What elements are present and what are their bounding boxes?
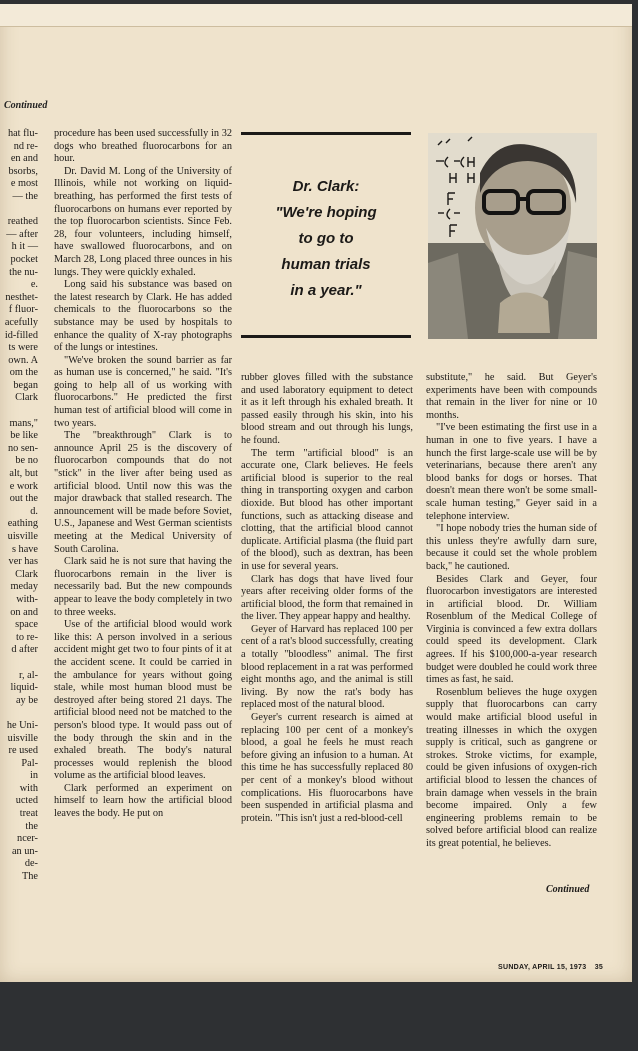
sliver-line: alt, but: [9, 468, 38, 480]
paragraph: "I've been estimating the first use in a human in one to five years. I have a hunch the first large-scale use will be by veterinarians, because there aren't any blood banks for dogs or horses. That doesn't mean there won't be some small-scale human testing," Geyer said in a telephone interview.: [426, 422, 597, 522]
pull-quote-line: in a year.": [290, 282, 362, 299]
sliver-line: to re-: [15, 631, 38, 643]
paragraph: procedure has been used successfully in 32 dogs who breathed fluorocarbons for an hour.: [54, 128, 232, 165]
sliver-line: nesthet-: [5, 291, 38, 303]
paragraph: The term "artificial blood" is an accurate one, Clark believes. He feels artificial blood is superior to the real thing in transporting oxygen and carbon dioxide. But blood has other important functions, such as attacking disease and clotting, that the artificial blood cannot duplicate. Artificial plasma (the fluid part of the blood), such as dextran, has been in use for several years.: [241, 447, 413, 572]
sliver-line: ncer-: [17, 833, 38, 845]
sliver-line: mans,": [9, 417, 38, 429]
previous-page-sliver: [0, 128, 38, 883]
sliver-line: [0, 204, 38, 217]
sliver-line: uisville: [7, 531, 38, 542]
sliver-line: f fluor-: [8, 304, 38, 316]
sliver-line: with-: [16, 593, 38, 605]
pull-quote: [241, 132, 411, 338]
pull-quote-line: Dr. Clark:: [292, 178, 360, 195]
sliver-line: liquid-: [10, 682, 38, 694]
sliver-line: the: [25, 820, 38, 832]
sliver-line: on and: [10, 606, 38, 618]
sliver-line: d.: [30, 505, 38, 517]
sliver-line: s have: [11, 543, 38, 555]
paragraph: Clark performed an experiment on himself to learn how the artificial blood leaves the body. He put on: [54, 782, 232, 820]
portrait-illustration: [428, 133, 597, 339]
paragraph: Rosenblum believes the huge oxygen supply that fluorocarbons can carry would make artificial blood useful in treating illnesses in which the oxygen supply is critical, such as gangrene or strokes. Stroke victims, for example, could be given infusions of oxygen-rich artificial blood to lessen the chances of brain damage when vessels in the brain become impaired. Only a few engineering problems remain to be solved before artificial blood can realize its great potential, he believes.: [426, 686, 597, 849]
sliver-line: en and: [10, 153, 38, 165]
pull-quote-bottom-rule: [241, 335, 411, 338]
sliver-line: The: [21, 871, 38, 883]
paragraph: Clark has dogs that have lived four years after receiving older forms of the artificial blood, the form that remained in the liver. They appear happy and healthy.: [241, 573, 413, 623]
pull-quote-line: to go to: [298, 230, 354, 247]
sliver-line: acefully: [4, 316, 38, 328]
sliver-line: r, al-: [18, 669, 38, 681]
pull-quote-top-rule: [241, 132, 411, 135]
paragraph: substitute," he said. But Geyer's experiments have been with compounds that remain in the liver for nine or 10 months.: [426, 372, 597, 421]
pull-quote-line: "We're hoping: [275, 204, 377, 221]
sliver-line: meday: [10, 581, 38, 593]
sliver-line: Pal-: [21, 757, 38, 769]
sliver-line: he Uni-: [6, 719, 38, 731]
sliver-line: the nu-: [9, 266, 38, 278]
sliver-line: ay be: [15, 694, 38, 706]
sliver-line: Clark: [15, 568, 38, 580]
sliver-line: h it —: [11, 241, 38, 253]
article-column-3: [426, 372, 597, 851]
sliver-line: nd re-: [13, 140, 38, 152]
paragraph: Clark said he is not sure that having the fluorocarbons remain in the liver is necessarily bad. But the new compounds appear to leave the body completely in two to three weeks.: [54, 556, 232, 618]
sliver-line: e most: [10, 178, 38, 190]
sliver-line: [0, 405, 38, 418]
pull-quote-line: human trials: [281, 256, 371, 273]
sliver-line: — the: [12, 190, 38, 202]
sliver-line: d after: [11, 644, 38, 656]
sliver-line: no sen-: [7, 442, 38, 454]
sliver-line: Clark: [15, 392, 38, 404]
magazine-page: [0, 4, 632, 982]
article-column-1: [54, 128, 232, 821]
sliver-line: uisville: [7, 732, 38, 744]
sliver-line: de-: [24, 858, 38, 870]
sliver-line: ts were: [8, 342, 38, 354]
paragraph: Long said his substance was based on the latest research by Clark. He has added chemicals to the fluorocarbons so the substance may be used by hospitals to enhance the quality of X-ray photographs of the lungs or intestines.: [54, 279, 232, 354]
paragraph: Geyer's current research is aimed at replacing 100 per cent of a monkey's blood, a goal he feels he must reach before giving an infusion to a human. At this time he has successfully replaced 80 per cent of a monkey's blood without complications. His fluorocarbons have been suspended in artificial plasma and protein. "This isn't just a red-blood-cell: [241, 712, 413, 824]
page-footer: [498, 964, 603, 971]
paragraph: "We've broken the sound barrier as far as human use is concerned," he said. "It's going to help all of us working with fluorocarbons." He predicted the first human test of artificial blood will come in two years.: [54, 354, 232, 429]
paragraph: rubber gloves filled with the substance and used laboratory equipment to detect it as it left through his exhaled breath. It passed easily through his skin, into his blood stream and out through his lungs, he found.: [241, 372, 413, 446]
sliver-line: pocket: [10, 253, 38, 265]
sliver-line: be like: [10, 430, 38, 442]
sliver-line: [0, 707, 38, 720]
sliver-line: [0, 657, 38, 670]
sliver-line: e work: [9, 480, 38, 492]
sliver-line: ver has: [8, 556, 38, 568]
sliver-line: eathing: [7, 518, 38, 530]
sliver-line: in: [29, 770, 38, 782]
sliver-line: began: [13, 379, 38, 391]
sliver-line: bsorbs,: [8, 165, 38, 177]
portrait-photo: [428, 133, 597, 339]
pull-quote-text: [241, 174, 411, 304]
sliver-line: treat: [19, 808, 38, 820]
page-number: 35: [594, 964, 604, 971]
issue-date: SUNDAY, APRIL 15, 1973: [498, 964, 587, 971]
paragraph: Use of the artificial blood would work like this: A person involved in a serious accident might get two to four pints of it at the accident scene. It could be carried in the ambulance for years without going stale, while most human blood must be destroyed after being stored 21 days. The artificial blood need not be matched to the person's blood type. It would pass out of the body through the skin and in the exhaled breath. The body's natural processes would replenish the blood volume as the artificial blood leaves.: [54, 619, 232, 782]
sliver-line: om the: [9, 367, 38, 379]
sliver-line: reathed: [7, 216, 38, 228]
article-column-2: [241, 372, 413, 825]
sliver-line: ucted: [15, 795, 38, 807]
page-top-strip: [0, 4, 632, 27]
sliver-line: id-filled: [4, 329, 38, 341]
sliver-line: re used: [8, 745, 38, 757]
sliver-line: be no: [15, 455, 38, 467]
paragraph: Besides Clark and Geyer, four fluorocarbon investigators are interested in artificial blood. Dr. William Rosenblum of the Medical College of Virginia is convinced a few extra dollars could speed its development. Clark agrees. If his $100,000-a-year research budget were doubled he could work three times as fast, he said.: [426, 573, 597, 686]
sliver-line: with: [19, 782, 38, 794]
paragraph: The "breakthrough" Clark is to announce April 25 is the discovery of fluorocarbon compounds that do not "stick" in the liver after being used as artificial blood. Until now this was the major drawback that stalled research. The announcement will be made before Soviet, U.S., Japanese and West German scientists meeting at the Medical University of South Carolina.: [54, 430, 232, 555]
sliver-line: hat flu-: [7, 128, 38, 139]
paragraph: "I hope nobody tries the human side of this unless they're awfully darn sure, because it could set the whole problem back," he cautioned.: [426, 523, 597, 572]
sliver-line: out the: [9, 493, 38, 505]
continued-footer: Continued: [546, 884, 590, 895]
continued-header: Continued: [4, 100, 48, 111]
sliver-line: own. A: [8, 354, 38, 366]
paragraph: Dr. David M. Long of the University of Illinois, while not working on liquid-breathing, has performed the first tests of fluorocarbons on humans ever reported by the top fluorocarbon scientists. Since Feb. 28, four volunteers, including himself, have swallowed fluorocarbons, and on March 28, Long placed three ounces in his lungs. They were quickly exhaled.: [54, 165, 232, 278]
sliver-line: — after: [6, 228, 38, 240]
sliver-line: e.: [30, 279, 38, 291]
paragraph: Geyer of Harvard has replaced 100 per cent of a rat's blood successfully, creating a totally "bloodless" animal. The first blood replacement in a rat was performed eight months ago, and the animal is still living. By now the rat's body has replaced most of the natural blood.: [241, 623, 413, 711]
sliver-line: an un-: [11, 845, 38, 857]
sliver-line: space: [15, 619, 38, 631]
